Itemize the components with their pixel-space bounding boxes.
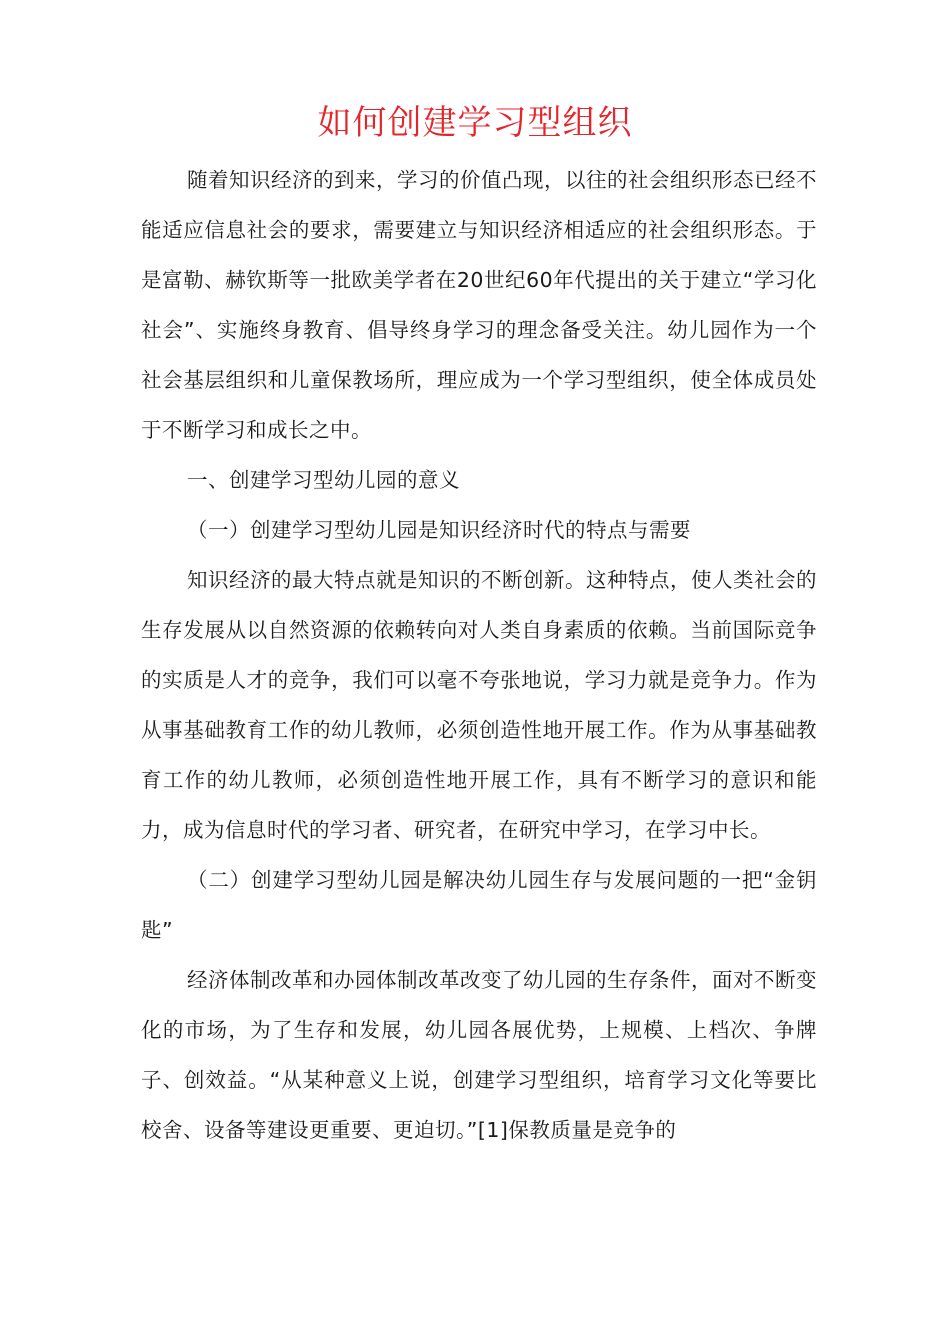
subsection-heading-2: （二）创建学习型幼儿园是解决幼儿园生存与发展问题的一把“金钥匙” — [141, 868, 817, 942]
subsection-heading-1: （一）创建学习型幼儿园是知识经济时代的特点与需要 — [187, 518, 691, 542]
document-body — [141, 155, 817, 1155]
document-title: 如何创建学习型组织 — [317, 103, 633, 143]
paragraph-intro: 随着知识经济的到来，学习的价值凸现，以往的社会组织形态已经不能适应信息社会的要求，需要建立与知识经济相适应的社会组织形态。于是富勒、赫钦斯等一批欧美学者在20世纪60年代提出的关于建立“学习化社会”、实施终身教育、倡导终身学习的理念备受关注。幼儿园作为一个社会基层组织和儿童保教场所，理应成为一个学习型组织，使全体成员处于不断学习和成长之中。 — [141, 168, 817, 442]
paragraph-knowledge-economy: 知识经济的最大特点就是知识的不断创新。这种特点，使人类社会的生存发展从以自然资源的依赖转向对人类自身素质的依赖。当前国际竞争的实质是人才的竞争，我们可以毫不夸张地说，学习力就是竞争力。作为从事基础教育工作的幼儿教师，必须创造性地开展工作。作为从事基础教育工作的幼儿教师，必须创造性地开展工作，具有不断学习的意识和能力，成为信息时代的学习者、研究者，在研究中学习，在学习中长。 — [141, 568, 817, 842]
section-heading-1: 一、创建学习型幼儿园的意义 — [187, 468, 460, 492]
paragraph-reform: 经济体制改革和办园体制改革改变了幼儿园的生存条件，面对不断变化的市场，为了生存和发展，幼儿园各展优势，上规模、上档次、争牌子、创效益。“从某种意义上说，创建学习型组织，培育学习文化等要比校舍、设备等建设更重要、更迫切。”[1]保教质量是竞争的 — [141, 968, 817, 1142]
